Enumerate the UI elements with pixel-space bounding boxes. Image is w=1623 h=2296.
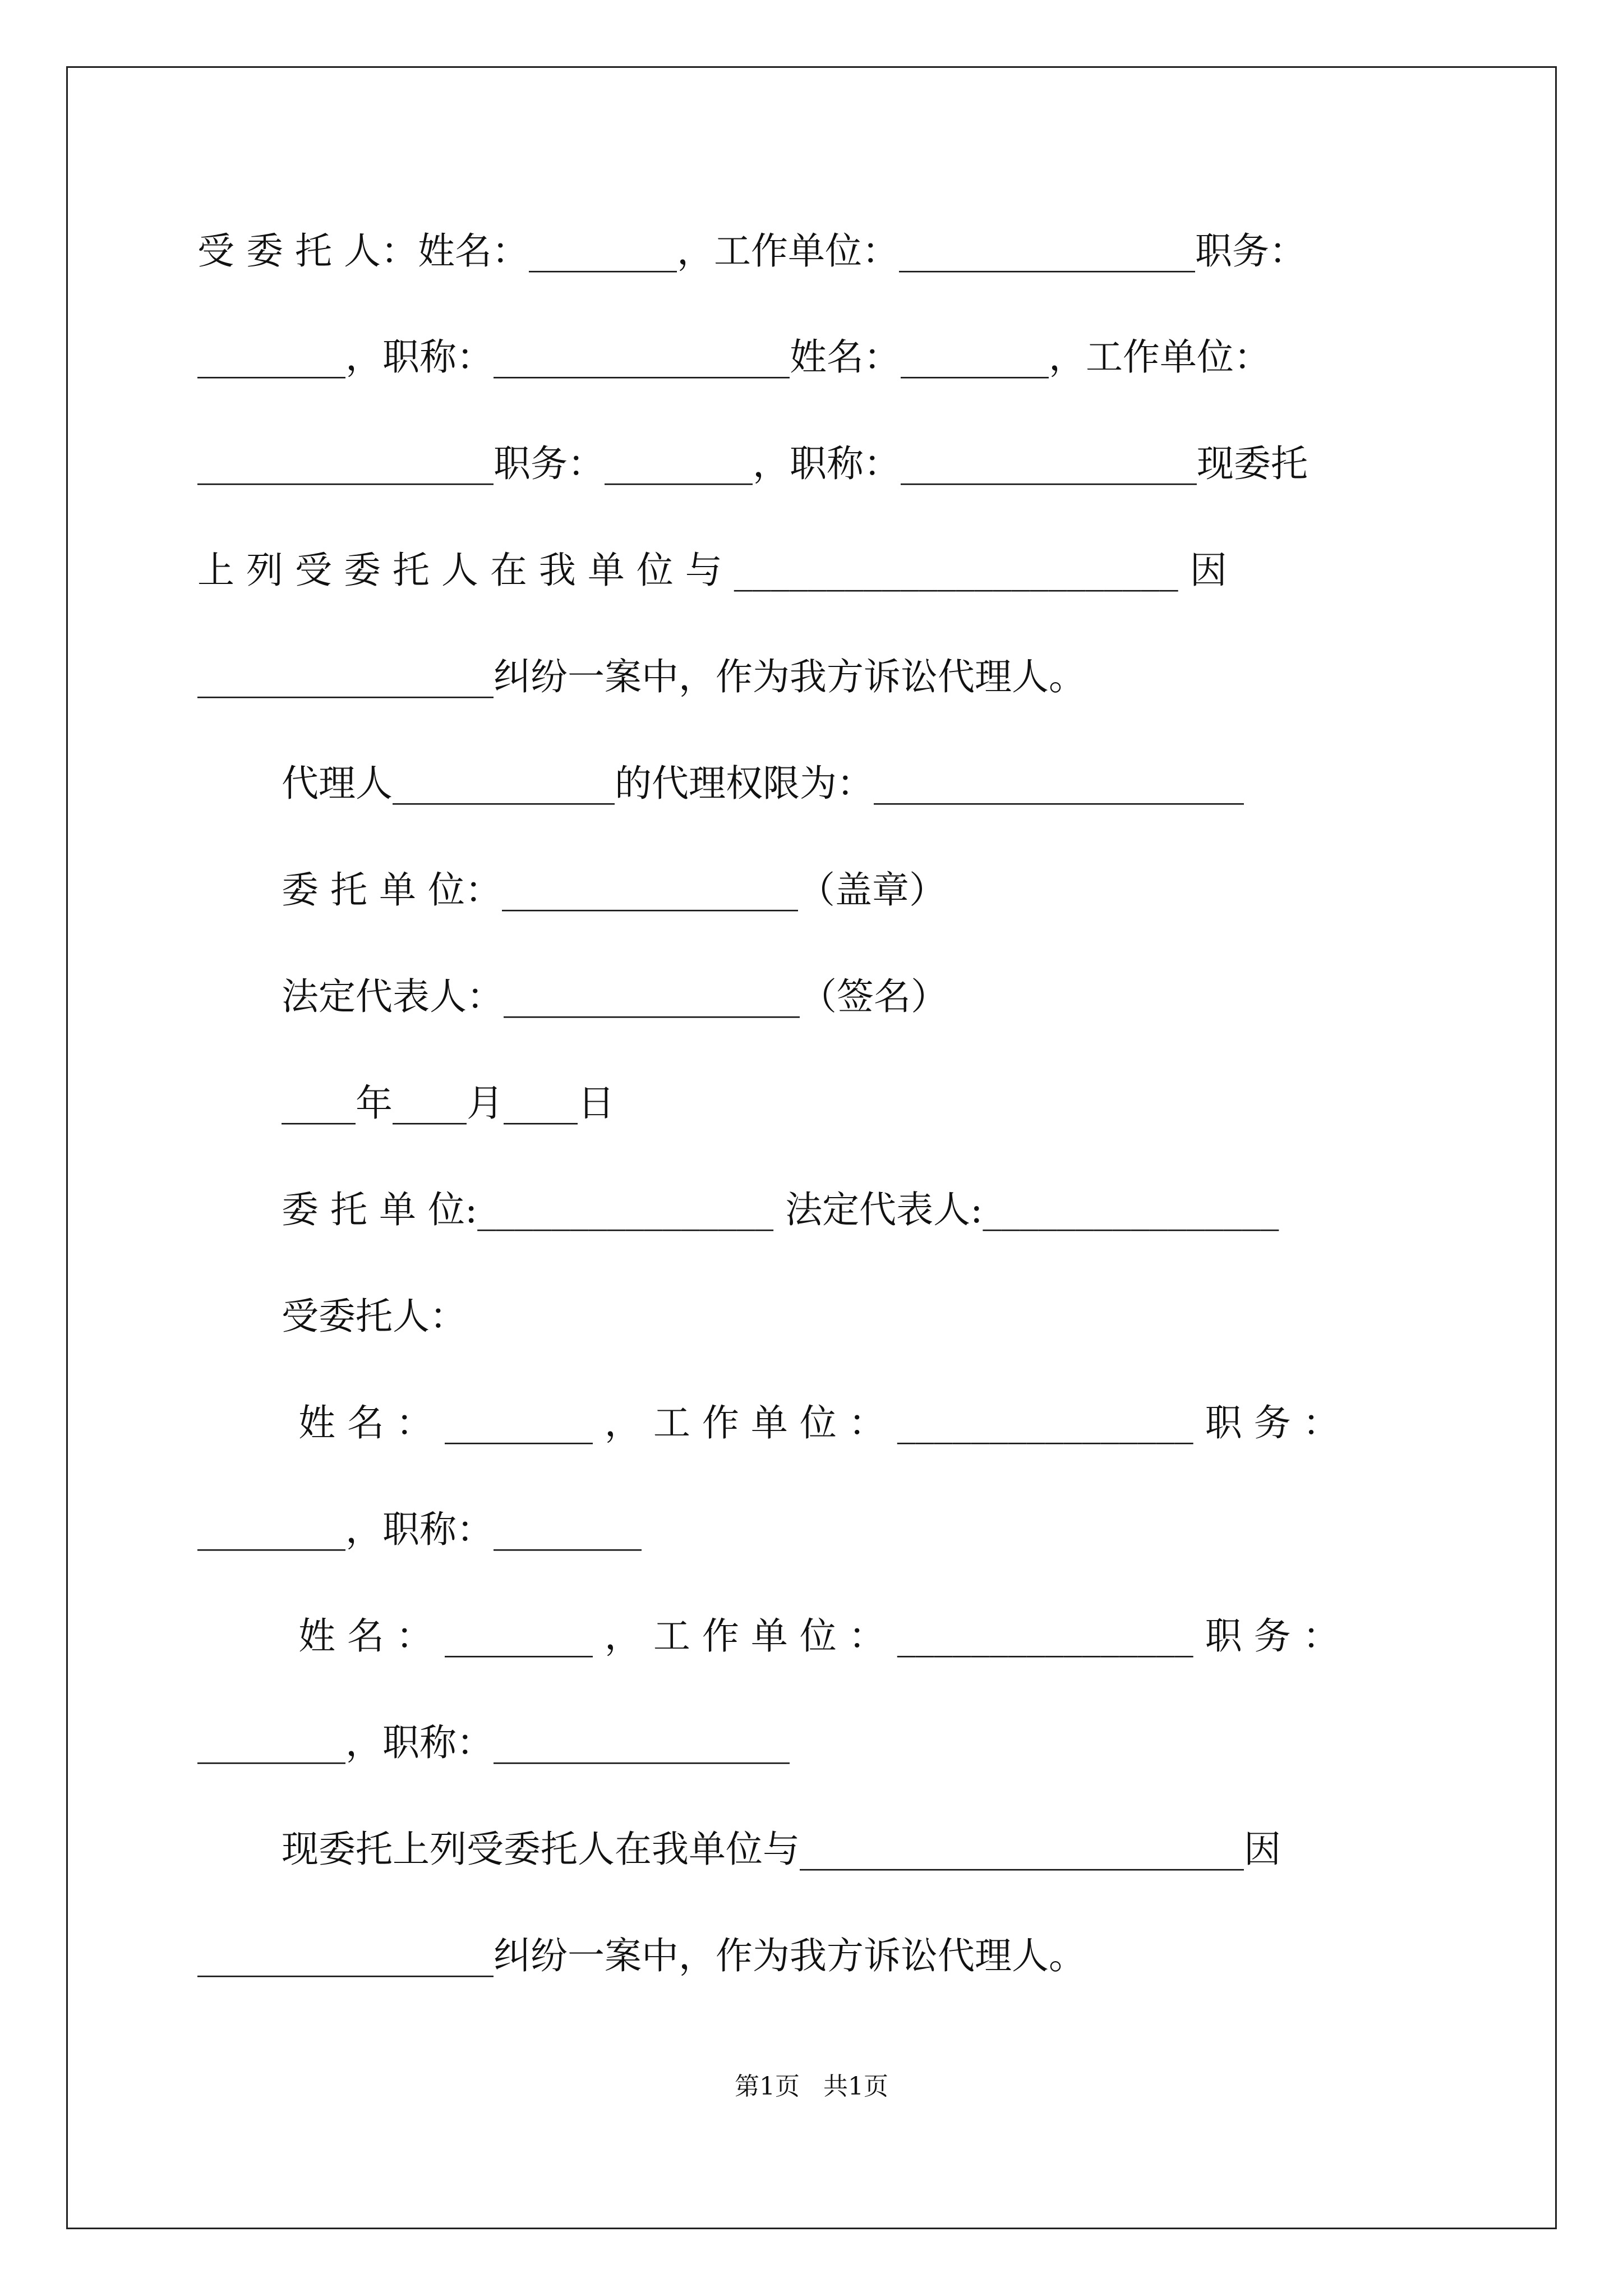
doc-line-5: ________________纠纷一案中，作为我方诉讼代理人。 (197, 655, 1086, 698)
doc-line-2: ________，职称：________________姓名：________，工作单位： (197, 335, 1271, 379)
doc-line-13: ________，职称：________ (197, 1508, 642, 1551)
doc-line-14: 姓 名 ： ________ ， 工 作 单 位 ： ________________ 职 务 ： (298, 1614, 1340, 1658)
doc-line-12: 姓 名 ： ________ ， 工 作 单 位 ： ________________ 职 务 ： (298, 1401, 1340, 1444)
doc-line-16: 现委托上列受委托人在我单位与________________________因 (282, 1828, 1281, 1871)
doc-line-8: 法定代表人：________________（签名） (282, 975, 948, 1018)
doc-line-1: 受 委 托 人：姓名：________，工作单位：________________职务： (197, 229, 1306, 273)
page-footer: 第1页 共1页 (735, 2072, 888, 2101)
doc-line-15: ________，职称：________________ (197, 1721, 790, 1764)
doc-line-7: 委 托 单 位：________________（盖章） (282, 868, 946, 912)
doc-line-11: 受委托人： (282, 1295, 467, 1338)
doc-line-10: 委 托 单 位:________________ 法定代表人:________________ (282, 1188, 1279, 1231)
doc-line-3: ________________职务：________，职称：________________现委托 (197, 442, 1308, 485)
page-border (66, 66, 1557, 2229)
doc-date-line: ____年____月____日 (282, 1082, 615, 1125)
doc-line-4: 上 列 受 委 托 人 在 我 单 位 与 ________________________ 因 (197, 549, 1227, 592)
doc-line-17: ________________纠纷一案中，作为我方诉讼代理人。 (197, 1934, 1086, 1977)
doc-line-6: 代理人____________的代理权限为：____________________ (282, 762, 1244, 805)
